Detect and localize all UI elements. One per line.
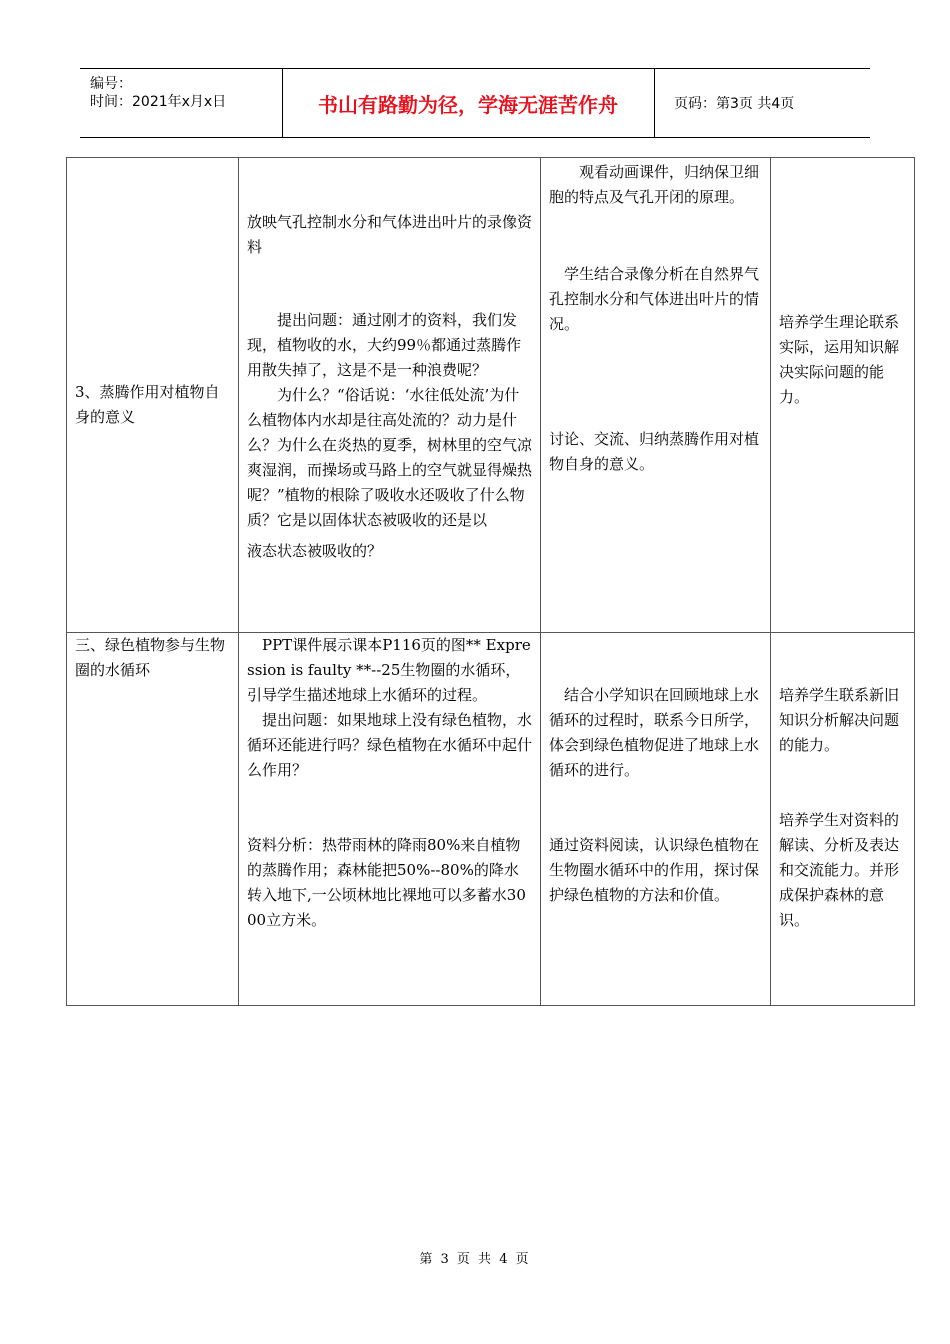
teacher-text: 液态状态被吸收的？: [247, 542, 383, 560]
teacher-text: 为什么？“俗话说：‘水往低处流’为什么植物体内水却是往高处流的？动力是什么？为什么在炎热的夏季，树林里的空气凉爽湿润，而操场或马路上的空气就显得燥热呢？”植物的根除了吸收水还吸收了什么物质？它是以固体状态被吸收的还是以: [247, 386, 533, 529]
table-row: [67, 633, 915, 1006]
intent-text: 培养学生理论联系实际，运用知识解决实际问题的能力。: [779, 313, 900, 406]
intent-cell: [771, 633, 915, 1006]
topic-cell: [67, 633, 239, 1006]
intent-text: 培养学生对资料的解读、分析及表达和交流能力。并形成保护森林的意识。: [779, 811, 900, 929]
student-activity-cell: [541, 158, 771, 633]
intent-text: 培养学生联系新旧知识分析解决问题的能力。: [779, 686, 900, 754]
page-header: [80, 68, 870, 138]
lesson-plan-table: [66, 157, 915, 1006]
header-motto-cell: [282, 69, 655, 137]
student-text: 观看动画课件，归纳保卫细胞的特点及气孔开闭的原理。: [549, 163, 760, 206]
topic-cell: [67, 158, 239, 633]
student-text: 结合小学知识在回顾地球上水循环的过程时，联系今日所学，体会到绿色植物促进了地球上水循环的进行。: [549, 686, 760, 779]
document-number: 编号：: [90, 76, 132, 92]
student-text: 通过资料阅读，认识绿色植物在生物圈水循环中的作用，探讨保护绿色植物的方法和价值。: [549, 836, 760, 904]
teacher-text: 提出问题：通过刚才的资料，我们发现，植物收的水，大约99％都通过蒸腾作用散失掉了，这是不是一种浪费呢？: [247, 311, 522, 379]
student-activity-cell: [541, 633, 771, 1006]
teacher-text: 放映气孔控制水分和气体进出叶片的录像资料: [247, 213, 533, 256]
student-text: 讨论、交流、归纳蒸腾作用对植物自身的意义。: [549, 430, 760, 473]
topic-text: 3、蒸腾作用对植物自身的意义: [75, 383, 220, 426]
student-text: 学生结合录像分析在自然界气孔控制水分和气体进出叶片的情况。: [549, 265, 760, 333]
teacher-text: 资料分析：热带雨林的降雨80%来自植物的蒸腾作用；森林能把50%--80%的降水转入地下,一公顷林地比裸地可以多蓄水3000立方米。: [247, 836, 526, 929]
header-motto: 书山有路勤为径，学海无涯苦作舟: [318, 92, 618, 117]
teacher-activity-cell: [239, 158, 541, 633]
teacher-text: 提出问题：如果地球上没有绿色植物，水循环还能进行吗？绿色植物在水循环中起什么作用？: [247, 711, 533, 779]
header-page-info: [664, 69, 870, 137]
intent-cell: [771, 158, 915, 633]
page-footer: 第 3 页 共 4 页: [419, 1252, 531, 1267]
topic-text: 三、绿色植物参与生物圈的水循环: [75, 636, 226, 679]
teacher-activity-cell: [239, 633, 541, 1006]
document-date: 时间：2021年x月x日: [90, 94, 227, 110]
teacher-text: PPT课件展示课本P116页的图** Expression is faulty **--25生物圈的水循环，引导学生描述地球上水循环的过程。: [247, 636, 531, 704]
header-meta: [80, 69, 283, 137]
table-row: [67, 158, 915, 633]
header-page-number: 页码：第3页 共4页: [674, 96, 795, 112]
